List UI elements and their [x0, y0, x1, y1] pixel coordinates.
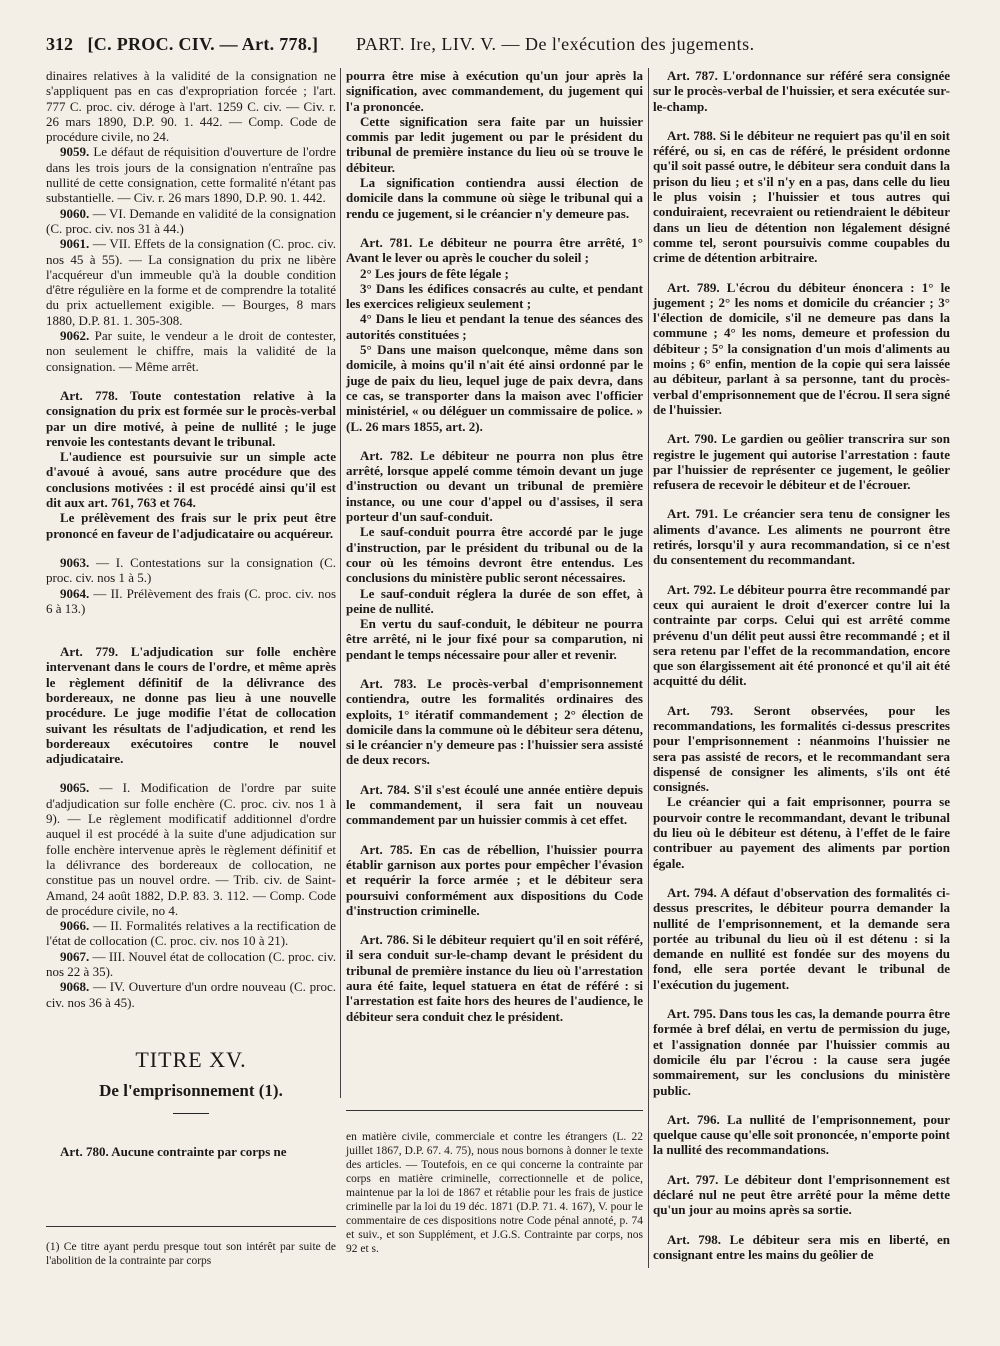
article-781-item-2: 2° Les jours de fête légale ;: [360, 265, 509, 281]
column-divider-1: [340, 68, 341, 1098]
running-head-right: PART. Ire, LIV. V. — De l'exécution des jugements.: [356, 34, 755, 54]
article-792: Art. 792. Le débiteur pourra être recommandé par ceux qui auraient le droit d'exercer contre lui la contrainte par corps. Celui qui est arrêté comme prévenu d'un délit peut aussi être recommandé ; et il sera retenu par l'effet de la recommandation, encore que son élargissement ait été prononcé et qu'il ait été acquitté du délit.: [653, 581, 950, 689]
article-797: Art. 797. Le débiteur dont l'emprisonnement est déclaré nul ne peut être arrêté pour la même dette qu'un jour au moins après sa sortie.: [653, 1171, 950, 1218]
note-9065: 9065. — I. Modification de l'ordre par suite d'adjudication sur folle enchère (C. proc. civ. nos 1 à 9). — Le règlement modificatif additionnel d'ordre auquel il est procédé à la suite d'une adjudication sur folle enchère intervenue après le règlement définitif et la délivrance des bordereaux de collocation, ne constitue pas un nouvel ordre. — Trib. civ. de Saint-Amand, 24 août 1882, D.P. 83. 3. 112. — Comp. Code de procédure civile, no 4.: [46, 780, 336, 918]
article-794: Art. 794. A défaut d'observation des formalités ci-dessus prescrites, le débiteur pourra demander la nullité de l'emprisonnement, et la demande sera portée au tribunal du lieu où il est détenu : si la demande en nullité est fondée sur des moyens du fond, elle sera portée devant le tribunal de l'exécution du jugement.: [653, 884, 950, 992]
note-9062: 9062. Par suite, le vendeur a le droit de contester, non seulement le chiffre, mais la validité de la consignation. — Même arrêt.: [46, 328, 337, 374]
article-778: Art. 778. Toute contestation relative à la consignation du prix est formée sur le procès-verbal par un dire motivé, à peine de nullité ; le juge renvoie les contestants devant le tribunal.: [46, 387, 336, 449]
article-789: Art. 789. L'écrou du débiteur énoncera : 1° le jugement ; 2° les noms et domicile du créancier ; 3° l'élection de domicile, s'il ne demeure pas dans la commune ; 4° les noms, demeure et profession du débiteur ; 5° la consignation d'un mois d'aliments au moins ; 6° enfin, mention de la copie qui sera laissée au débiteur, parlant à sa personne, tant du procès-verbal d'emprisonnement que de l'écrou. Il sera signé de l'huissier.: [653, 279, 950, 417]
column-left: [46, 68, 336, 1159]
title-heading: TITRE XV.: [135, 1046, 247, 1072]
page-number: 312: [46, 34, 73, 54]
note-9061: 9061. — VII. Effets de la consignation (C. proc. civ. nos 45 à 55). — La consignation du prix ne libère l'acquéreur d'un immeuble qu'à la double condition d'être régulière en la forme et de comprendre la totalité du prix actuellement exigible. — Bourges, 8 mars 1880, D.P. 81. 1. 305-308.: [46, 236, 336, 328]
note-9068: 9068. — IV. Ouverture d'un ordre nouveau (C. proc. civ. nos 36 à 45).: [46, 979, 336, 1010]
title-rule: [173, 1113, 209, 1114]
footnote-1: (1) Ce titre ayant perdu presque tout son intérêt par suite de l'abolition de la contrainte par corps: [46, 1241, 336, 1267]
article-784: Art. 784. S'il s'est écoulé une année entière depuis le commandement, il sera fait un nouveau commandement par un huissier commis à cet effet.: [346, 781, 643, 828]
continued-text: dinaires relatives à la validité de la consignation ne s'appliquent pas en cas d'expropriation forcée ; l'art. 777 C. proc. civ. déroge à l'art. 1259 C. civ. — Civ. r. 26 mars 1890, D.P. 90. 1. 442. — Comp. Code de procédure civile, no 24.: [46, 68, 336, 145]
article-793-para-2: Le créancier qui a fait emprisonner, pourra se pourvoir contre le recommandant, devant le tribunal du lieu où le débiteur est détenu, à l'effet de le faire contribuer au payement des aliments par portion égale.: [653, 794, 950, 871]
footnote-rule-middle: [346, 1110, 643, 1111]
article-782: Art. 782. Le débiteur ne pourra non plus être arrêté, lorsque appelé comme témoin devant un juge d'instruction ou devant un tribunal de première instance, ou une cour d'appel ou d'assises, il sera porteur d'un sauf-conduit.: [346, 447, 643, 525]
running-head-left: [C. PROC. CIV. — Art. 778.]: [87, 34, 319, 54]
article-782-para-4: En vertu du sauf-conduit, le débiteur ne pourra être arrêté, ni le jour fixé pour sa comparution, ni pendant le temps nécessaire pour aller et revenir.: [346, 616, 643, 662]
note-9063: 9063. — I. Contestations sur la consignation (C. proc. civ. nos 1 à 5.): [46, 554, 337, 586]
column-middle: [346, 68, 643, 1024]
article-787: Art. 787. L'ordonnance sur référé sera consignée sur le procès-verbal de l'huissier, et sera exécutée sur-le-champ.: [653, 68, 950, 114]
column-right: [653, 68, 950, 1262]
article-795: Art. 795. Dans tous les cas, la demande pourra être formée à bref délai, en vertu de permission du juge, et l'assignation donnée par l'huissier commis au domicile élu par l'écrou : la cause sera jugée sommairement, sur les conclusions du ministère public.: [653, 1006, 950, 1098]
article-780-para-3: La signification contiendra aussi élection de domicile dans la commune où siège le tribunal qui a rendu ce jugement, si le créancier n'y demeure pas.: [346, 175, 643, 221]
article-782-para-2: Le sauf-conduit pourra être accordé par le juge d'instruction, par le président du tribunal ou de la cour où les témoins devront être entendus. Les conclusions du ministère public seront nécessaires.: [346, 524, 643, 586]
article-780-para-2: Cette signification sera faite par un huissier commis par ledit jugement ou par le président du tribunal de première instance du lieu où se trouve le débiteur.: [346, 113, 643, 175]
article-790: Art. 790. Le gardien ou geôlier transcrira sur son registre le jugement qui autorise l'arrestation : faute par l'huissier de représenter ce jugement, le geôlier refusera de recevoir le débiteur et de l'écrouer.: [653, 431, 950, 493]
article-781-item-4: 4° Dans le lieu et pendant la tenue des séances des autorités constituées ;: [346, 311, 643, 342]
footnote-1-continued: en matière civile, commerciale et contre les étrangers (L. 22 juillet 1867, D.P. 67. 4. 75), nous nous bornons à donner le texte des articles. — Toutefois, en ce qui concerne la contrainte par corps en matière criminelle, correctionnelle et de police, maintenue par la loi de 1867 et rétablie pour les frais de justice criminelle par la loi du 19 déc. 1871 (D.P. 71. 4. 167), V. pour le commentaire de ces dispositions notre Code pénal annoté, p. 74 et suiv., et son Supplément, et J.G.S. Contrainte par corps, nos 92 et s.: [346, 1131, 643, 1255]
article-780: Art. 780. Aucune contrainte par corps ne: [60, 1143, 287, 1159]
note-9066: 9066. — II. Formalités relatives a la rectification de l'état de collocation (C. proc. civ. nos 10 à 21).: [46, 918, 336, 949]
article-791: Art. 791. Le créancier sera tenu de consigner les aliments d'avance. Les aliments ne pourront être retirés, lorsqu'il y aura recommandation, si ce n'est du consentement du recommandant.: [653, 506, 950, 568]
article-781-item-5: 5° Dans une maison quelconque, même dans son domicile, à moins qu'il n'ait été ainsi ordonné par le juge de paix du lieu, lequel juge de paix devra, dans ce cas, se transporter dans la maison avec l'officier ministériel, « ou déléguer un commissaire de police. » (L. 26 mars 1855, art. 2).: [346, 342, 643, 434]
article-785: Art. 785. En cas de rébellion, l'huissier pourra établir garnison aux portes pour empêcher l'évasion et requérir la force armée ; et le débiteur sera poursuivi conformément aux dispositions du Code d'instruction criminelle.: [346, 841, 643, 918]
article-793: Art. 793. Seront observées, pour les recommandations, les formalités ci-dessus prescrites pour l'emprisonnement : néanmoins l'huissier ne sera pas assisté de recors, et le recommandant sera dispensé de consigner les aliments, s'ils ont été consignés.: [653, 702, 950, 795]
article-781-item-3: 3° Dans les édifices consacrés au culte, et pendant les exercices religieux seulement ;: [346, 280, 643, 312]
article-781: Art. 781. Le débiteur ne pourra être arrêté, 1° Avant le lever ou après le coucher du soleil ;: [346, 234, 643, 266]
article-786: Art. 786. Si le débiteur requiert qu'il en soit référé, il sera conduit sur-le-champ devant le président du tribunal de première instance du lieu où l'arrestation aura été faite, lequel statuera en état de référé : si l'arrestation est faite hors des heures de l'audience, le débiteur sera conduit chez le président.: [346, 932, 643, 1024]
article-783: Art. 783. Le procès-verbal d'emprisonnement contiendra, outre les formalités ordinaires des exploits, 1° itératif commandement ; 2° élection de domicile dans la commune où le débiteur sera détenu, si le créancier n'y demeure pas : l'huissier sera assisté de deux recors.: [346, 675, 643, 768]
article-782-para-3: Le sauf-conduit réglera la durée de son effet, à peine de nullité.: [346, 585, 643, 616]
note-9059: 9059. Le défaut de réquisition d'ouverture de l'ordre dans les trois jours de la consignation n'entraîne pas nullité de cette consignation, cette formalité n'étant pas substantielle. — Civ. r. 26 mars 1890, D.P. 90. 1. 442.: [46, 144, 337, 206]
note-9064: 9064. — II. Prélèvement des frais (C. proc. civ. nos 6 à 13.): [46, 585, 336, 616]
note-9060: 9060. — VI. Demande en validité de la consignation (C. proc. civ. nos 31 à 44.): [46, 205, 336, 236]
page-header: [46, 34, 946, 64]
article-798: Art. 798. Le débiteur sera mis en liberté, en consignant entre les mains du geôlier de: [653, 1231, 950, 1262]
article-778-para-3: Le prélèvement des frais sur le prix peut être prononcé en faveur de l'adjudicataire ou acquéreur.: [46, 510, 336, 541]
article-796: Art. 796. La nullité de l'emprisonnement, pour quelque cause qu'elle soit prononcée, n'emporte point la nullité des recommandations.: [653, 1111, 950, 1158]
note-9067: 9067. — III. Nouvel état de collocation (C. proc. civ. nos 22 à 35).: [46, 948, 337, 980]
article-778-para-2: L'audience est poursuivie sur un simple acte d'avoué à avoué, sans autre procédure que des conclusions motivées : il est procédé ainsi qu'il est dit aux art. 761, 763 et 764.: [46, 449, 336, 511]
column-divider-2: [648, 68, 649, 1268]
article-788: Art. 788. Si le débiteur ne requiert pas qu'il en soit référé, ou si, en cas de référé, le président ordonne qu'il soit passé outre, le débiteur sera conduit dans la prison du lieu ; et s'il n'y en a pas, dans celle du lieu le plus voisin ; l'huissier et tous autres qui conduiraient, recevraient ou retiendraient le débiteur dans un lieu de détention non légalement désigné comme tel, seront poursuivis comme coupables du crime de détention arbitraire.: [653, 127, 950, 266]
footnote-rule-left: [46, 1226, 336, 1227]
article-780-cont: pourra être mise à exécution qu'un jour après la signification, avec commandement, du jugement qui l'a prononcée.: [346, 68, 643, 114]
title-subheading: De l'emprisonnement (1).: [99, 1081, 283, 1101]
article-779: Art. 779. L'adjudication sur folle enchère intervenant dans le cours de l'ordre, et même après le règlement définitif de la délivrance des bordereaux, ne donne pas lieu à une nouvelle procédure. Le juge modifie l'état de collocation suivant les résultats de l'adjudication, et rend les bordereaux exécutoires contre le nouvel adjudicataire.: [46, 644, 336, 767]
